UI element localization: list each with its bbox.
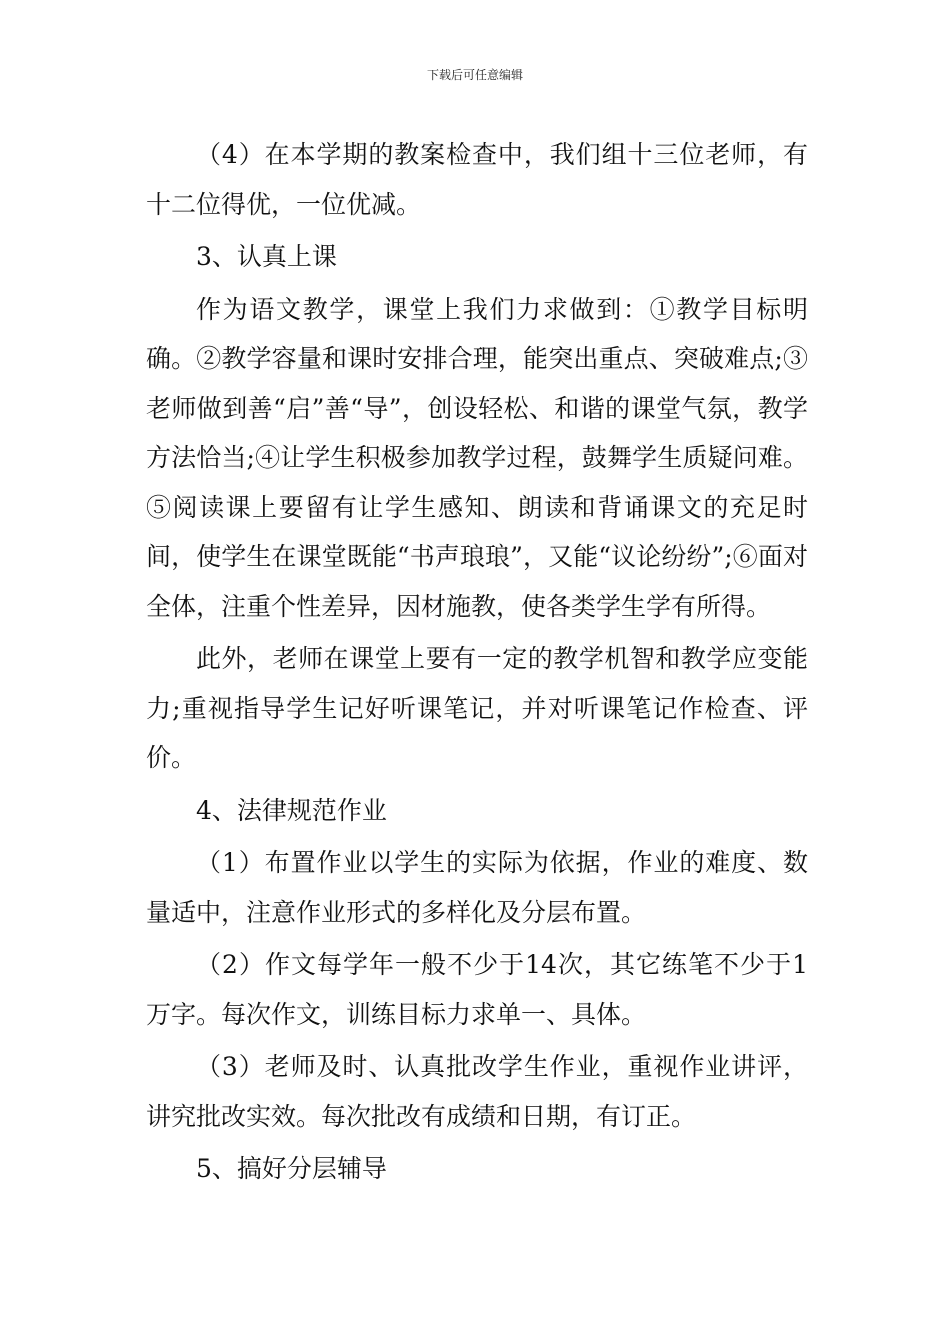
section-heading-homework: 4、法律规范作业 xyxy=(196,795,387,825)
paragraph-homework-1: （1）布置作业以学生的实际为依据，作业的难度、数量适中，注意作业形式的多样化及分层布置。 xyxy=(146,848,808,927)
section-heading-attend-class: 3、认真上课 xyxy=(196,242,337,271)
paragraph-lesson-plan-check: （4）在本学期的教案检查中，我们组十三位老师，有十二位得优，一位优减。 xyxy=(146,140,808,219)
section-heading-tutoring: 5、搞好分层辅导 xyxy=(196,1154,387,1183)
paragraph-homework-3: （3）老师及时、认真批改学生作业，重视作业讲评，讲究批改实效。每次批改有成绩和日期，有订正。 xyxy=(146,1052,808,1131)
paragraph-homework-2: （2）作文每学年一般不少于14次，其它练笔不少于1万字。每次作文，训练目标力求单一、具体。 xyxy=(146,950,808,1029)
page-header-note: 下载后可任意编辑 xyxy=(426,68,523,82)
paragraph-teacher-skills: 此外，老师在课堂上要有一定的教学机智和教学应变能力;重视指导学生记好听课笔记，并对听课笔记作检查、评价。 xyxy=(146,644,808,772)
paragraph-classroom-goals: 作为语文教学，课堂上我们力求做到：①教学目标明确。②教学容量和课时安排合理，能突出重点、突破难点;③老师做到善“启”善“导”，创设轻松、和谐的课堂气氛，教学方法恰当;④让学生积极参加教学过程，鼓舞学生质疑问难。⑤阅读课上要留有让学生感知、朗读和背诵课文的充足时间，使学生在课堂既能“书声琅琅”，又能“议论纷纷”;⑥面对全体，注重个性差异，因材施教，使各类学生学有所得。 xyxy=(146,294,808,621)
document-body xyxy=(146,130,808,1194)
